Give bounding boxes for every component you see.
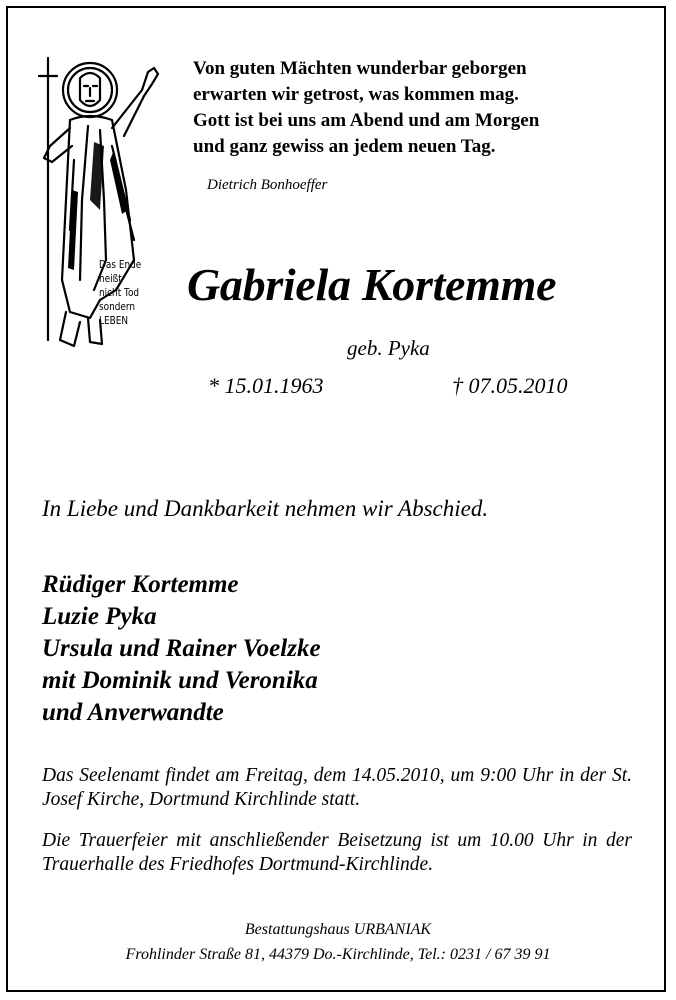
requiem-notice: Das Seelenamt findet am Freitag, dem 14.05.2010, um 9:00 Uhr in der St. Josef Kirche, Dortmund Kirchlinde statt. bbox=[42, 765, 632, 810]
quote-line: Gott ist bei uns am Abend und am Morgen bbox=[193, 110, 540, 131]
birth-date: * 15.01.1963 bbox=[208, 373, 324, 398]
inscription-line: LEBEN bbox=[99, 315, 129, 327]
inscription-line: nicht Tod bbox=[99, 287, 140, 299]
risen-christ-with-cross-icon bbox=[30, 50, 165, 355]
quote-line: und ganz gewiss an jedem neuen Tag. bbox=[193, 136, 496, 157]
funeral-notice: Die Trauerfeier mit anschließender Beisetzung ist um 10.00 Uhr in der Trauerhalle des Friedhofes Dortmund-Kirchlinde. bbox=[42, 830, 632, 875]
quote-line: erwarten wir getrost, was kommen mag. bbox=[193, 84, 519, 105]
quote-line: Von guten Mächten wunderbar geborgen bbox=[193, 58, 527, 79]
mourner-name: Rüdiger Kortemme bbox=[42, 571, 239, 598]
funeral-home-name: Bestattungshaus URBANIAK bbox=[244, 921, 432, 938]
mourner-name: mit Dominik und Veronika bbox=[42, 667, 318, 694]
mourners-list bbox=[42, 569, 321, 729]
inscription-line: Das Ende bbox=[99, 259, 142, 271]
inscription-line: sondern bbox=[99, 301, 136, 313]
bonhoeffer-quote bbox=[193, 56, 539, 160]
mourner-name: und Anverwandte bbox=[42, 699, 224, 726]
birth-name: geb. Pyka bbox=[347, 336, 430, 360]
artwork-inscription bbox=[99, 258, 141, 328]
deceased-name: Gabriela Kortemme bbox=[187, 259, 557, 310]
farewell-line: In Liebe und Dankbarkeit nehmen wir Abschied. bbox=[42, 496, 489, 521]
quote-author: Dietrich Bonhoeffer bbox=[207, 177, 328, 193]
mourner-name: Ursula und Rainer Voelzke bbox=[42, 635, 321, 662]
death-date: † 07.05.2010 bbox=[452, 373, 568, 398]
inscription-line: heißt bbox=[99, 273, 122, 285]
mourner-name: Luzie Pyka bbox=[42, 603, 157, 630]
funeral-home-address: Frohlinder Straße 81, 44379 Do.-Kirchlinde, Tel.: 0231 / 67 39 91 bbox=[125, 946, 551, 963]
